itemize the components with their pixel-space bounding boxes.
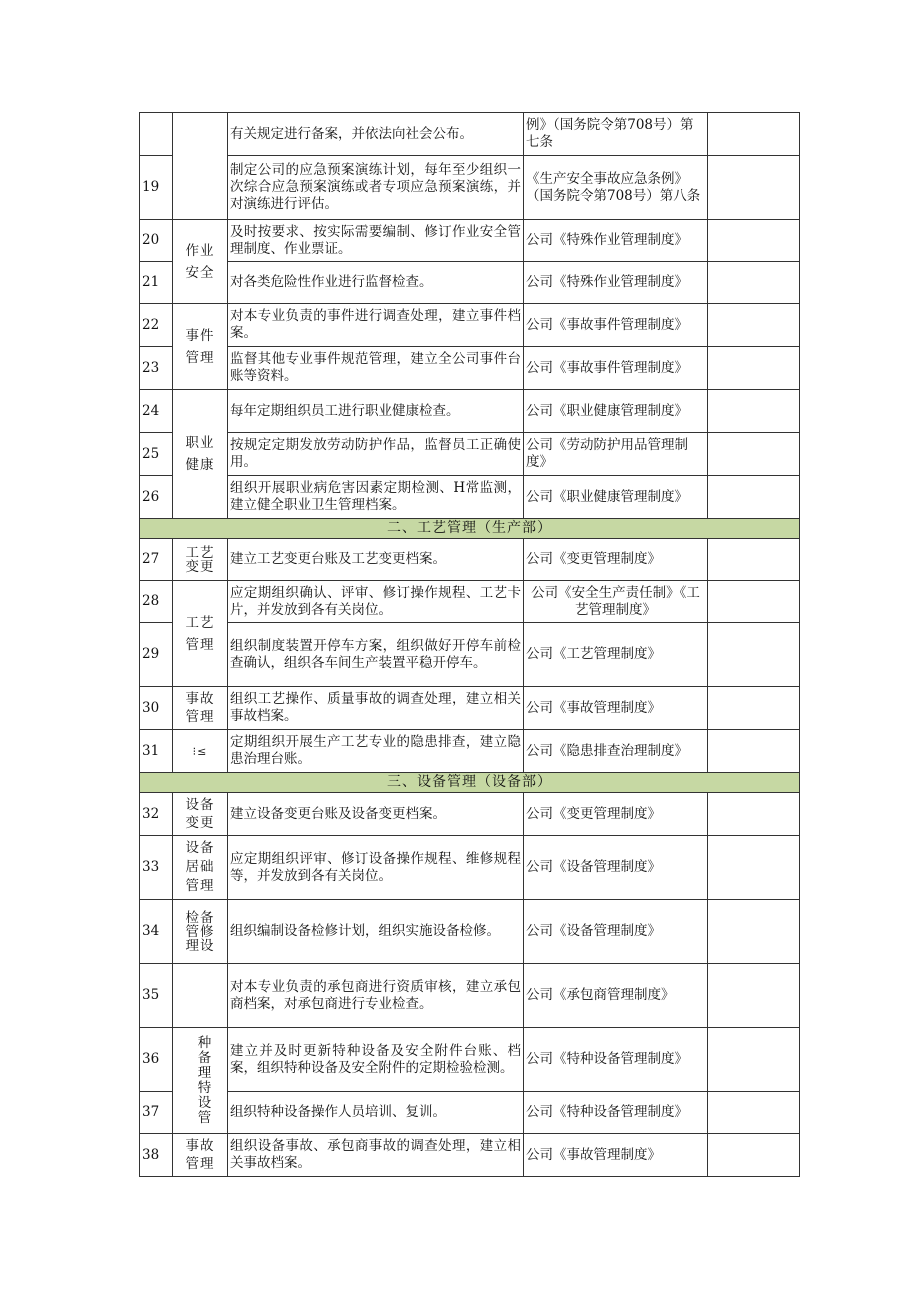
task-cell: 对本专业负责的承包商进行资质审核，建立承包商档案，对承包商进行专业检查。 [228,964,524,1028]
row-number: 21 [140,262,173,304]
task-cell: 组织特种设备操作人员培训、复训。 [228,1092,524,1134]
task-cell: 对本专业负责的事件进行调查处理，建立事件档案。 [228,304,524,347]
section-header [140,519,800,539]
basis-cell: 公司《设备管理制度》 [524,836,708,900]
category-label: 工艺变更 [185,544,215,575]
remark-cell [708,113,800,156]
table-row [140,964,800,1028]
category-label: 事件管理 [185,327,215,366]
basis-cell: 公司《特殊作业管理制度》 [524,262,708,304]
task-cell: 组织编制设备检修计划，组织实施设备检修。 [228,900,524,964]
category-label: 设备居础管理 [185,840,215,894]
basis-cell: 公司《变更管理制度》 [524,793,708,836]
table-row [140,156,800,220]
row-number: 31 [140,730,173,773]
remark-cell [708,1092,800,1134]
task-cell: 组织制度装置开停车方案，组织做好开停车前检查确认，组织各车间生产装置平稳开停车。 [228,623,524,687]
row-number: 26 [140,476,173,519]
category-label: 设备变更 [185,797,215,831]
basis-cell: 公司《特殊作业管理制度》 [524,220,708,262]
task-cell: 建立并及时更新特种设备及安全附件台账、档案，组织特种设备及安全附件的定期检验检测。 [228,1028,524,1092]
task-cell: 定期组织开展生产工艺专业的隐患排查，建立隐患治理台账。 [228,730,524,773]
basis-cell: 公司《职业健康管理制度》 [524,476,708,519]
basis-cell: 公司《设备管理制度》 [524,900,708,964]
basis-cell: 公司《事故事件管理制度》 [524,304,708,347]
basis-cell: 公司《事故管理制度》 [524,687,708,730]
table-row [140,476,800,519]
task-cell: 组织工艺操作、质量事故的调查处理，建立相关事故档案。 [228,687,524,730]
category-hazard: ⁝≤ [173,730,228,773]
basis-cell: 例》（国务院令第708号）第七条 [524,113,708,156]
category-equipment-basic [173,836,228,900]
remark-cell [708,581,800,623]
remark-cell [708,347,800,390]
table-row [140,623,800,687]
row-number: 28 [140,581,173,623]
row-number: 33 [140,836,173,900]
table-row [140,220,800,262]
table-row [140,1134,800,1177]
remark-cell [708,156,800,220]
remark-cell [708,220,800,262]
basis-cell: 公司《变更管理制度》 [524,539,708,581]
table-row [140,836,800,900]
remark-cell [708,836,800,900]
basis-cell: 公司《劳动防护用品管理制度》 [524,433,708,476]
basis-cell: 公司《安全生产责任制》《工艺管理制度》 [524,581,708,623]
basis-cell: 公司《工艺管理制度》 [524,623,708,687]
table-row [140,581,800,623]
basis-cell: 公司《职业健康管理制度》 [524,390,708,433]
category-process-change [173,539,228,581]
category-accident-management [173,1134,228,1177]
row-number: 38 [140,1134,173,1177]
row-number: 35 [140,964,173,1028]
basis-cell: 公司《承包商管理制度》 [524,964,708,1028]
task-cell: 按规定定期发放劳动防护作品，监督员工正确使用。 [228,433,524,476]
basis-cell: 公司《事故事件管理制度》 [524,347,708,390]
table-row [140,1028,800,1092]
category-equipment-change [173,793,228,836]
remark-cell [708,964,800,1028]
table-row [140,113,800,156]
remark-cell [708,390,800,433]
table-row [140,433,800,476]
table-row [140,1092,800,1134]
row-number [140,113,173,156]
basis-cell: 《生产安全事故应急条例》（国务院令第708号）第八条 [524,156,708,220]
task-cell: 每年定期组织员工进行职业健康检查。 [228,390,524,433]
remark-cell [708,730,800,773]
row-number: 27 [140,539,173,581]
table-row [140,347,800,390]
remark-cell [708,1028,800,1092]
task-cell: 组织设备事故、承包商事故的调查处理，建立相关事故档案。 [228,1134,524,1177]
table-row [140,262,800,304]
table-row [140,390,800,433]
remark-cell [708,623,800,687]
category-cell [173,964,228,1028]
category-label: 事故管理 [185,1138,215,1172]
category-incident-management [173,304,228,390]
category-label: 工艺管理 [185,614,215,653]
category-accident-management [173,687,228,730]
task-cell: 有关规定进行备案，并依法向社会公布。 [228,113,524,156]
row-number: 36 [140,1028,173,1092]
category-label: 检备管修理设 [185,909,215,954]
basis-cell: 公司《特种设备管理制度》 [524,1028,708,1092]
category-special-equipment [173,1028,228,1134]
task-cell: 应定期组织评审、修订设备操作规程、维修规程等，并发放到各有关岗位。 [228,836,524,900]
task-cell: 建立工艺变更台账及工艺变更档案。 [228,539,524,581]
row-number: 20 [140,220,173,262]
category-occupational-health [173,390,228,519]
task-cell: 及时按要求、按实际需要编制、修订作业安全管理制度、作业票证。 [228,220,524,262]
row-number: 29 [140,623,173,687]
remark-cell [708,900,800,964]
row-number: 25 [140,433,173,476]
remark-cell [708,304,800,347]
remark-cell [708,1134,800,1177]
row-number: 34 [140,900,173,964]
task-cell: 应定期组织确认、评审、修订操作规程、工艺卡片，并发放到各有关岗位。 [228,581,524,623]
category-label: 种备理特设管 [197,1034,213,1126]
remark-cell [708,793,800,836]
category-label: 事故管理 [185,691,215,725]
basis-cell: 公司《事故管理制度》 [524,1134,708,1177]
row-number: 23 [140,347,173,390]
task-cell: 制定公司的应急预案演练计划，每年至少组织一次综合应急预案演练或者专项应急预案演练，并对演练进行评估。 [228,156,524,220]
table-row [140,304,800,347]
remark-cell [708,687,800,730]
table-row [140,730,800,773]
table-row [140,539,800,581]
basis-cell: 公司《特种设备管理制度》 [524,1092,708,1134]
row-number: 19 [140,156,173,220]
category-process-management [173,581,228,687]
row-number: 24 [140,390,173,433]
remark-cell [708,433,800,476]
basis-cell: 公司《隐患排查治理制度》 [524,730,708,773]
remark-cell [708,476,800,519]
row-number: 37 [140,1092,173,1134]
table-row [140,900,800,964]
responsibility-table [139,112,800,1177]
task-cell: 对各类危险性作业进行监督检查。 [228,262,524,304]
task-cell: 监督其他专业事件规范管理，建立全公司事件台账等资料。 [228,347,524,390]
section-header [140,773,800,793]
category-cell [173,113,228,220]
category-operation-safety [173,220,228,304]
section-title: 二、工艺管理（生产部） [140,519,800,539]
table-row [140,687,800,730]
remark-cell [708,262,800,304]
category-label: 职业健康 [185,435,215,473]
row-number: 32 [140,793,173,836]
section-title: 三、设备管理（设备部） [140,773,800,793]
category-label: 作业安全 [185,242,215,281]
task-cell: 建立设备变更台账及设备变更档案。 [228,793,524,836]
task-cell: 组织开展职业病危害因素定期检测、H常监测，建立健全职业卫生管理档案。 [228,476,524,519]
table-row [140,793,800,836]
category-equipment-maintenance [173,900,228,964]
row-number: 30 [140,687,173,730]
remark-cell [708,539,800,581]
row-number: 22 [140,304,173,347]
